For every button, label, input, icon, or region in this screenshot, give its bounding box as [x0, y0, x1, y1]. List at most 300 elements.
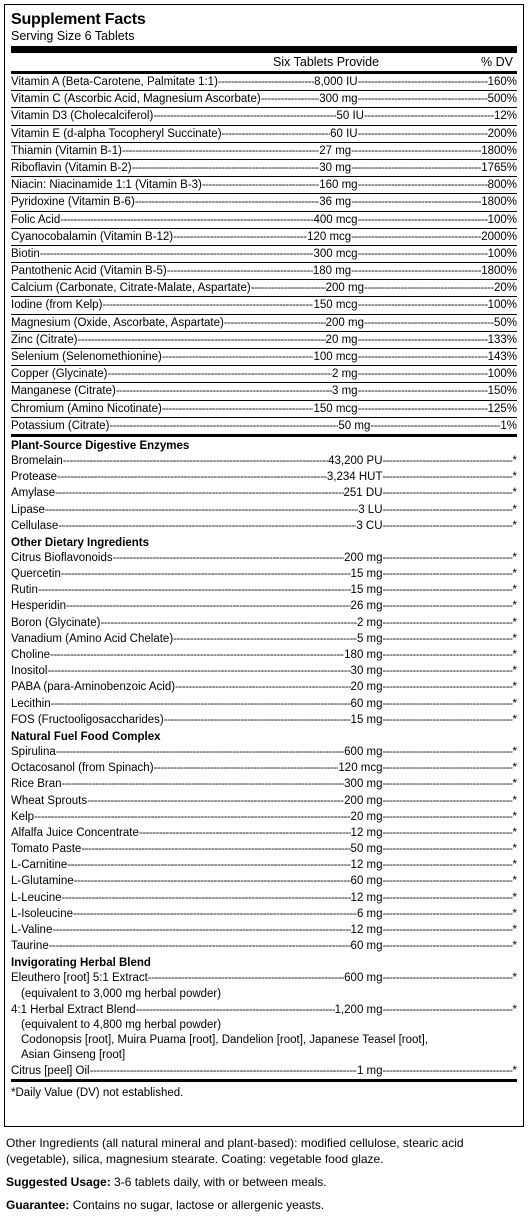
- vitamin-row: [11, 160, 517, 176]
- leader-dots: [167, 263, 313, 279]
- nutrient-amount: 27 mg: [319, 144, 352, 157]
- nutrient-name: Chromium (Amino Nicotinate): [11, 402, 162, 415]
- daily-value: 1765%: [481, 161, 517, 174]
- leader-dots: [358, 401, 488, 417]
- leader-dots: [383, 453, 513, 469]
- leader-dots: [139, 825, 351, 841]
- nutrient-amount: 5 mg: [356, 632, 383, 645]
- daily-value: *: [512, 584, 517, 597]
- nutrient-name: Folic Acid: [11, 213, 61, 226]
- leader-dots: [67, 857, 350, 873]
- ingredient-row: [11, 663, 517, 679]
- ingredient-row: [11, 760, 517, 776]
- leader-dots: [383, 663, 513, 679]
- daily-value: *: [512, 745, 517, 758]
- guarantee-text: Contains no sugar, lactose or allergenic yeasts.: [69, 1198, 325, 1212]
- leader-dots: [383, 502, 513, 518]
- nutrient-amount: 60 mg: [350, 940, 383, 953]
- leader-dots: [383, 841, 513, 857]
- nutrient-name: L-Leucine: [11, 891, 62, 904]
- ingredient-row: [11, 890, 517, 906]
- leader-dots: [173, 229, 307, 245]
- leader-dots: [38, 582, 351, 598]
- leader-dots: [66, 598, 351, 614]
- blend-note: (equivalent to 4,800 mg herbal powder): [21, 1018, 222, 1031]
- daily-value: 150%: [487, 385, 517, 398]
- herbal-blend-section: [11, 954, 517, 1079]
- leader-dots: [122, 143, 319, 159]
- daily-value: 100%: [487, 299, 517, 312]
- leader-dots: [383, 631, 513, 647]
- leader-dots: [383, 598, 513, 614]
- leader-dots: [50, 647, 344, 663]
- leader-dots: [383, 760, 513, 776]
- leader-dots: [383, 582, 513, 598]
- daily-value: 160%: [487, 76, 517, 88]
- leader-dots: [109, 418, 338, 434]
- leader-dots: [383, 518, 513, 534]
- ingredient-row: [11, 938, 517, 954]
- nutrient-amount: 120 mcg: [307, 230, 352, 243]
- leader-dots: [383, 857, 513, 873]
- leader-dots: [73, 906, 357, 922]
- herbal-row-citrus: Citrus [peel] Oil ----- 1 mg ----- *: [11, 1063, 517, 1079]
- leader-dots: [351, 160, 481, 176]
- daily-value: 50%: [493, 316, 517, 329]
- leader-dots: [62, 890, 351, 906]
- ingredient-row: [11, 809, 517, 825]
- leader-dots: [383, 793, 513, 809]
- vitamin-row: [11, 383, 517, 399]
- nutrient-name: L-Glutamine: [11, 875, 74, 888]
- leader-dots: [57, 469, 327, 485]
- vitamin-row: [11, 263, 517, 279]
- serving-size: Serving Size 6 Tablets: [11, 29, 135, 43]
- dv-footnote: *Daily Value (DV) not established.: [11, 1086, 184, 1099]
- nutrient-name: Wheat Sprouts: [11, 794, 88, 807]
- supplement-facts-panel: [4, 4, 524, 1127]
- nutrient-name: Citrus Bioflavonoids: [11, 551, 113, 564]
- nutrient-name: Bromelain: [11, 454, 63, 467]
- nutrient-name: Copper (Glycinate): [11, 368, 108, 381]
- nutrient-amount: 12 mg: [350, 859, 383, 872]
- leader-dots: [175, 679, 350, 695]
- nutrient-amount: 160 mg: [319, 179, 358, 192]
- leader-dots: [383, 696, 513, 712]
- leader-dots: [364, 280, 494, 296]
- vitamin-row: [11, 315, 517, 331]
- daily-value: *: [512, 454, 517, 467]
- leader-dots: [358, 74, 488, 90]
- ingredient-row: [11, 922, 517, 938]
- nutrient-amount: 3,234 HUT: [326, 471, 383, 484]
- ingredient-row: [11, 873, 517, 889]
- leader-dots: [77, 332, 325, 348]
- suggested-usage: [6, 1174, 524, 1190]
- daily-value: 500%: [487, 93, 517, 106]
- daily-value: *: [512, 616, 517, 629]
- ingredient-row: [11, 615, 517, 631]
- vitamin-row: [11, 297, 517, 313]
- daily-value: *: [512, 665, 517, 678]
- section-title: Invigorating Herbal Blend: [11, 957, 151, 970]
- leader-dots: [383, 809, 513, 825]
- nutrient-amount: 20 mg: [325, 333, 358, 346]
- daily-value: 143%: [487, 351, 517, 363]
- leader-dots: [116, 383, 332, 399]
- vitamin-row: [11, 366, 517, 382]
- nutrient-amount: 12 mg: [350, 924, 383, 936]
- leader-dots: [358, 246, 488, 262]
- nutrient-name: Niacin: Niacinamide 1:1 (Vitamin B-3): [11, 179, 202, 192]
- nutrient-name: Calcium (Carbonate, Citrate-Malate, Aspartate): [11, 282, 251, 295]
- nutrient-name: Vitamin C (Ascorbic Acid, Magnesium Ascorbate): [11, 93, 261, 106]
- ingredient-row: [11, 744, 517, 760]
- vitamin-row: [11, 349, 517, 365]
- nutrient-name: PABA (para-Aminobenzoic Acid): [11, 681, 176, 694]
- daily-value: *: [512, 551, 517, 564]
- leader-dots: [102, 297, 313, 313]
- nutrient-name: Amylase: [11, 487, 56, 500]
- daily-value: 1800%: [481, 144, 517, 157]
- nutrient-name: Vitamin D3 (Cholecalciferol): [11, 110, 154, 123]
- ingredient-row: [11, 502, 517, 518]
- nutrient-name: Boron (Glycinate): [11, 616, 101, 629]
- ingredient-row: [11, 598, 517, 614]
- leader-dots: [383, 615, 513, 631]
- nutrient-amount: 180 mg: [344, 649, 383, 661]
- vitamin-row: [11, 418, 517, 434]
- leader-dots: [61, 566, 351, 582]
- daily-value: *: [512, 843, 517, 856]
- guarantee: [6, 1197, 524, 1213]
- leader-dots: [55, 485, 343, 501]
- daily-value: *: [512, 794, 517, 807]
- nutrient-name: Hesperidin: [11, 600, 66, 613]
- leader-dots: [383, 550, 513, 566]
- daily-value: *: [512, 649, 517, 661]
- vitamin-row: [11, 74, 517, 90]
- daily-value: 100%: [487, 213, 517, 226]
- ingredient-row: [11, 793, 517, 809]
- daily-value: *: [512, 697, 517, 710]
- daily-value: 100%: [487, 247, 517, 260]
- leader-dots: [218, 74, 314, 90]
- daily-value: *: [512, 503, 517, 516]
- ingredient-row: [11, 485, 517, 501]
- leader-dots: [364, 315, 494, 331]
- nutrient-name: Rutin: [11, 584, 38, 597]
- ingredient-row: [11, 469, 517, 485]
- ingredient-row: [11, 518, 517, 534]
- nutrient-name: Riboflavin (Vitamin B-2): [11, 161, 132, 174]
- leader-dots: [358, 383, 488, 399]
- vitamin-row: [11, 143, 517, 159]
- label-notes: [6, 1135, 524, 1220]
- daily-value: 200%: [487, 127, 517, 140]
- daily-value: *: [512, 891, 517, 904]
- nutrient-name: FOS (Fructooligosaccharides): [11, 713, 164, 726]
- leader-dots: [383, 744, 513, 760]
- nutrient-name: Cellulase: [11, 519, 59, 532]
- nutrient-amount: 200 mg: [344, 794, 383, 807]
- nutrient-name: Taurine: [11, 940, 49, 953]
- vitamin-row: [11, 177, 517, 193]
- nutrient-amount: 3 CU: [356, 519, 383, 532]
- leader-dots: [62, 776, 345, 792]
- nutrient-amount: 300 mcg: [313, 247, 358, 260]
- leader-dots: [383, 922, 513, 938]
- nutrient-amount: 200 mg: [325, 282, 364, 295]
- nutrient-amount: 20 mg: [350, 810, 383, 823]
- leader-dots: [383, 776, 513, 792]
- leader-dots: [358, 297, 488, 313]
- leader-dots: [351, 229, 481, 245]
- leader-dots: [383, 825, 513, 841]
- daily-value: 2000%: [481, 230, 517, 243]
- daily-value: 20%: [493, 282, 517, 295]
- nutrient-amount: 43,200 PU: [328, 454, 383, 467]
- leader-dots: [224, 315, 326, 331]
- nutrient-amount: 600 mg: [344, 745, 383, 758]
- daily-value: 12%: [493, 110, 517, 123]
- leader-dots: [63, 453, 328, 469]
- leader-dots: [100, 615, 356, 631]
- daily-value: *: [512, 940, 517, 953]
- nutrient-amount: 15 mg: [350, 713, 383, 726]
- vitamin-row: [11, 401, 517, 417]
- nutrient-amount: 12 mg: [350, 826, 383, 839]
- ingredient-row: [11, 712, 517, 728]
- daily-value: *: [512, 600, 517, 613]
- leader-dots: [358, 349, 488, 365]
- nutrient-name: Cyanocobalamin (Vitamin B-12): [11, 230, 174, 243]
- other-ingredients: Other Ingredients (all natural mineral and plant-based): modified cellulose, stearic acid (vegetable), silica, magnesium stearate. Coating: vegetable food glaze.: [6, 1136, 464, 1166]
- nutrient-amount: 3 LU: [358, 503, 383, 516]
- daily-value: 133%: [487, 333, 517, 346]
- blend-herbs-line1: Codonopsis [root], Muira Puama [root], Dandelion [root], Japanese Teasel [root],: [21, 1033, 428, 1046]
- column-provide: Six Tablets Provide: [273, 55, 380, 69]
- daily-value: 125%: [487, 402, 517, 415]
- leader-dots: [113, 550, 345, 566]
- nutrient-name: Rice Bran: [11, 778, 62, 791]
- leader-dots: [358, 126, 488, 142]
- daily-value: 800%: [487, 179, 517, 192]
- vitamin-row: [11, 246, 517, 262]
- leader-dots: [173, 631, 357, 647]
- leader-dots: [153, 108, 336, 124]
- daily-value: *: [512, 762, 517, 775]
- nutrient-name: Protease: [11, 471, 58, 484]
- nutrient-name: Manganese (Citrate): [11, 385, 116, 398]
- thick-divider: [11, 46, 517, 53]
- leader-dots: [34, 809, 351, 825]
- daily-value: *: [512, 826, 517, 839]
- ingredient-row: [11, 776, 517, 792]
- nutrient-name: Alfalfa Juice Concentrate: [11, 826, 139, 839]
- nutrient-name: Iodine (from Kelp): [11, 299, 103, 312]
- ingredient-row: [11, 906, 517, 922]
- column-header: [11, 53, 517, 71]
- nutrient-name: Biotin: [11, 247, 40, 260]
- vitamin-row: [11, 194, 517, 210]
- leader-dots: [383, 566, 513, 582]
- nutrient-amount: 150 mcg: [313, 402, 358, 415]
- leader-dots: [383, 647, 513, 663]
- nutrient-amount: 120 mcg: [338, 762, 383, 775]
- nutrient-name: Lipase: [11, 503, 45, 516]
- leader-dots: [132, 160, 320, 176]
- leader-dots: [358, 332, 488, 348]
- ingredient-row: [11, 631, 517, 647]
- leader-dots: [58, 518, 356, 534]
- nutrient-name: Magnesium (Oxide, Ascorbate, Aspartate): [11, 316, 224, 329]
- panel-title: Supplement Facts: [11, 11, 146, 28]
- daily-value: *: [512, 471, 517, 484]
- daily-value: *: [512, 907, 517, 920]
- leader-dots: [49, 938, 351, 954]
- nutrient-name: Tomato Paste: [11, 843, 82, 856]
- nutrient-name: Vanadium (Amino Acid Chelate): [11, 632, 174, 645]
- ingredient-row: [11, 566, 517, 582]
- leader-dots: [52, 922, 350, 938]
- nutrient-name: Lecithin: [11, 697, 51, 710]
- vitamin-row: [11, 229, 517, 245]
- leader-dots: [383, 873, 513, 889]
- nutrient-name: L-Valine: [11, 924, 53, 936]
- suggested-usage-label: Suggested Usage:: [6, 1175, 111, 1189]
- nutrient-amount: 30 mg: [350, 665, 383, 678]
- leader-dots: [162, 349, 314, 365]
- leader-dots: [358, 91, 488, 107]
- leader-dots: [154, 760, 339, 776]
- leader-dots: [383, 679, 513, 695]
- nutrient-name: Vitamin E (d-alpha Tocopheryl Succinate): [11, 127, 222, 140]
- leader-dots: [51, 696, 351, 712]
- vitamin-row: [11, 212, 517, 228]
- daily-value: 1%: [500, 419, 517, 432]
- section-title: Natural Fuel Food Complex: [11, 730, 161, 743]
- leader-dots: [60, 212, 313, 228]
- leader-dots: [74, 873, 351, 889]
- leader-dots: [164, 712, 351, 728]
- nutrient-amount: 60 IU: [330, 127, 358, 140]
- nutrient-name: Selenium (Selenomethionine): [11, 351, 162, 363]
- nutrient-name: Vitamin A (Beta-Carotene, Palmitate 1:1): [11, 76, 218, 88]
- daily-value: *: [512, 681, 517, 694]
- daily-value: *: [512, 924, 517, 936]
- nutrient-name: Octacosanol (from Spinach): [11, 762, 154, 775]
- leader-dots: [56, 744, 344, 760]
- vitamin-row: [11, 91, 517, 107]
- nutrient-amount: 50 mg: [350, 843, 383, 856]
- ingredient-row: [11, 825, 517, 841]
- daily-value: 1800%: [481, 196, 517, 209]
- ingredient-row: [11, 647, 517, 663]
- vitamin-row: [11, 332, 517, 348]
- nutrient-amount: 15 mg: [350, 568, 383, 581]
- daily-value: 1800%: [481, 265, 517, 278]
- leader-dots: [45, 502, 358, 518]
- nutrient-amount: 26 mg: [350, 600, 383, 613]
- leader-dots: [383, 938, 513, 954]
- leader-dots: [351, 143, 481, 159]
- vitamin-row: [11, 126, 517, 142]
- leader-dots: [383, 712, 513, 728]
- suggested-usage-text: 3-6 tablets daily, with or between meals.: [110, 1175, 327, 1189]
- nutrient-amount: 60 mg: [350, 875, 383, 888]
- leader-dots: [108, 366, 332, 382]
- nutrient-amount: 36 mg: [319, 196, 352, 209]
- leader-dots: [202, 177, 319, 193]
- nutrient-name: Inositol: [11, 665, 48, 678]
- ingredient-row: [11, 841, 517, 857]
- nutrient-amount: 60 mg: [350, 697, 383, 710]
- leader-dots: [358, 212, 488, 228]
- leader-dots: [251, 280, 326, 296]
- leader-dots: [383, 906, 513, 922]
- nutrient-name: Pyridoxine (Vitamin B-6): [11, 196, 135, 209]
- leader-dots: [162, 401, 314, 417]
- guarantee-label: Guarantee:: [6, 1198, 70, 1212]
- leader-dots: [261, 91, 320, 107]
- vitamin-row: [11, 280, 517, 296]
- nutrient-name: Thiamin (Vitamin B-1): [11, 144, 122, 157]
- blend-herbs-line2: Asian Ginseng [root]: [21, 1048, 126, 1061]
- nutrient-amount: 12 mg: [350, 891, 383, 904]
- nutrient-amount: 300 mg: [319, 93, 358, 106]
- ingredient-sections: [11, 437, 517, 954]
- nutrient-amount: 2 mg: [356, 616, 383, 629]
- nutrient-amount: 180 mg: [312, 265, 352, 278]
- nutrient-name: Kelp: [11, 810, 35, 823]
- vitamin-row: [11, 108, 517, 124]
- nutrient-amount: 2 mg: [332, 368, 358, 381]
- nutrient-amount: 300 mg: [344, 778, 383, 791]
- nutrient-amount: 6 mg: [356, 907, 383, 920]
- nutrient-amount: 150 mcg: [313, 299, 358, 312]
- nutrient-amount: 30 mg: [319, 161, 352, 174]
- leader-dots: [364, 108, 494, 124]
- leader-dots: [383, 469, 513, 485]
- leader-dots: [383, 890, 513, 906]
- nutrient-amount: 8,000 IU: [314, 76, 358, 88]
- nutrient-amount: 200 mg: [325, 316, 364, 329]
- nutrient-name: L-Isoleucine: [11, 907, 74, 920]
- nutrient-name: L-Carnitine: [11, 859, 68, 872]
- ingredient-row: [11, 679, 517, 695]
- nutrient-name: Pantothenic Acid (Vitamin B-5): [11, 265, 167, 278]
- daily-value: 100%: [487, 368, 517, 381]
- nutrient-amount: 50 IU: [336, 110, 364, 123]
- leader-dots: [351, 263, 481, 279]
- leader-dots: [40, 246, 314, 262]
- leader-dots: [370, 418, 500, 434]
- daily-value: *: [512, 810, 517, 823]
- nutrient-name: Spirulina: [11, 745, 56, 758]
- daily-value: *: [512, 568, 517, 581]
- leader-dots: [222, 126, 331, 142]
- vitamin-list: [11, 74, 517, 434]
- daily-value: *: [512, 632, 517, 645]
- nutrient-amount: 200 mg: [344, 551, 383, 564]
- daily-value: *: [512, 859, 517, 872]
- ingredient-row: [11, 696, 517, 712]
- leader-dots: [358, 177, 488, 193]
- nutrient-amount: 251 DU: [343, 487, 383, 500]
- nutrient-amount: 20 mg: [350, 681, 383, 694]
- leader-dots: [47, 663, 350, 679]
